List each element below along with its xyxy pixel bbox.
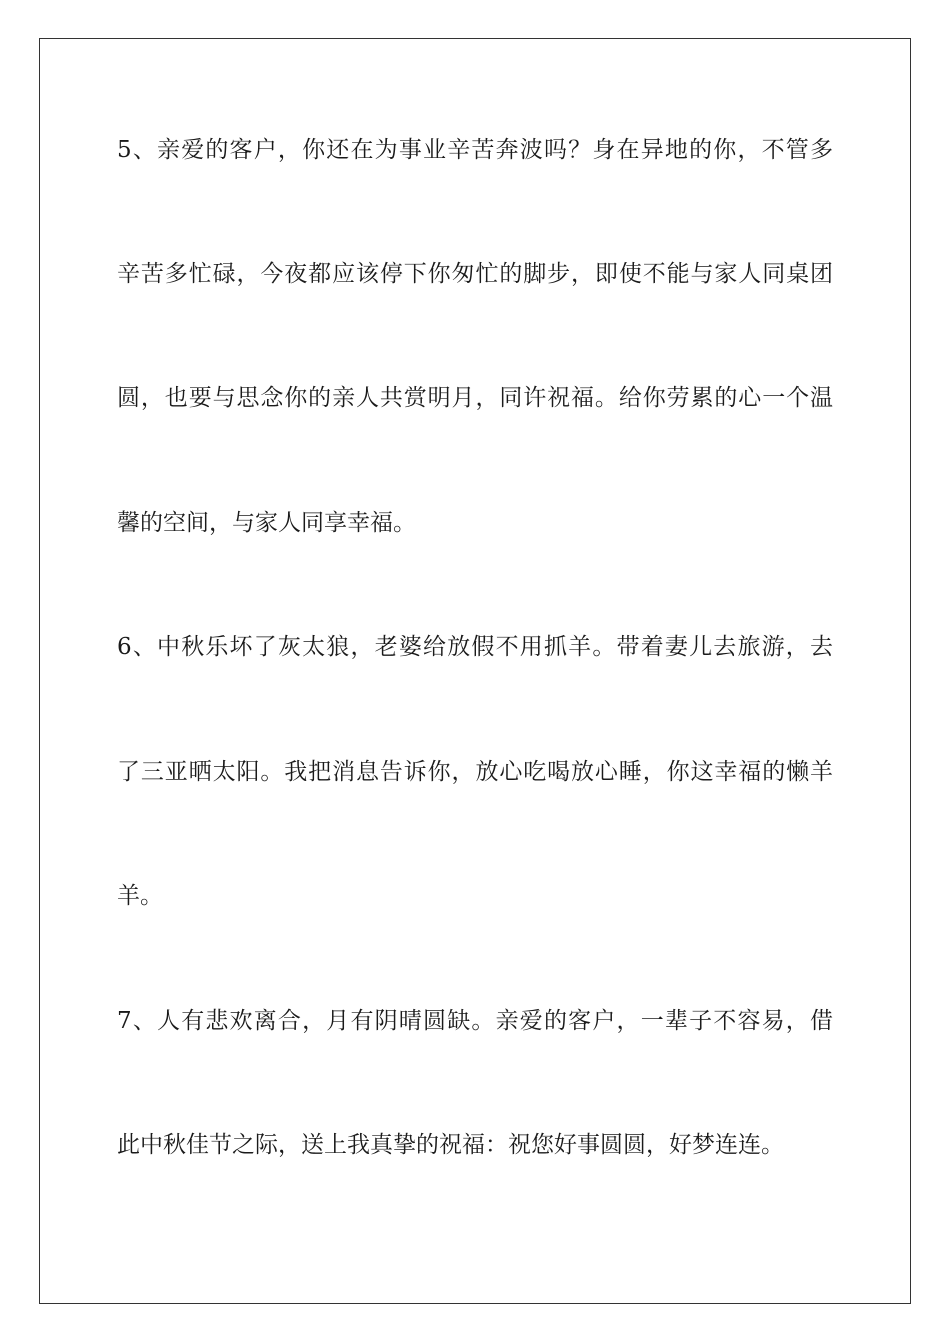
paragraph-7-line-1: 7、人有悲欢离合，月有阴晴圆缺。亲爱的客户，一辈子不容易，借 <box>117 1008 833 1034</box>
paragraph-6-line-3: 羊。 <box>117 883 163 909</box>
paragraph-5-line-4: 馨的空间，与家人同享幸福。 <box>117 510 416 536</box>
page-border <box>39 38 911 1304</box>
paragraph-5-line-1: 5、亲爱的客户，你还在为事业辛苦奔波吗？身在异地的你，不管多 <box>117 137 833 163</box>
paragraph-6-line-1: 6、中秋乐坏了灰太狼，老婆给放假不用抓羊。带着妻儿去旅游，去 <box>117 634 833 660</box>
paragraph-5-line-2: 辛苦多忙碌，今夜都应该停下你匆忙的脚步，即使不能与家人同桌团 <box>117 261 833 287</box>
paragraph-7-line-2: 此中秋佳节之际，送上我真挚的祝福：祝您好事圆圆，好梦连连。 <box>117 1132 784 1158</box>
paragraph-6-line-2: 了三亚晒太阳。我把消息告诉你，放心吃喝放心睡，你这幸福的懒羊 <box>117 759 833 785</box>
paragraph-5-line-3: 圆，也要与思念你的亲人共赏明月，同许祝福。给你劳累的心一个温 <box>117 385 833 411</box>
